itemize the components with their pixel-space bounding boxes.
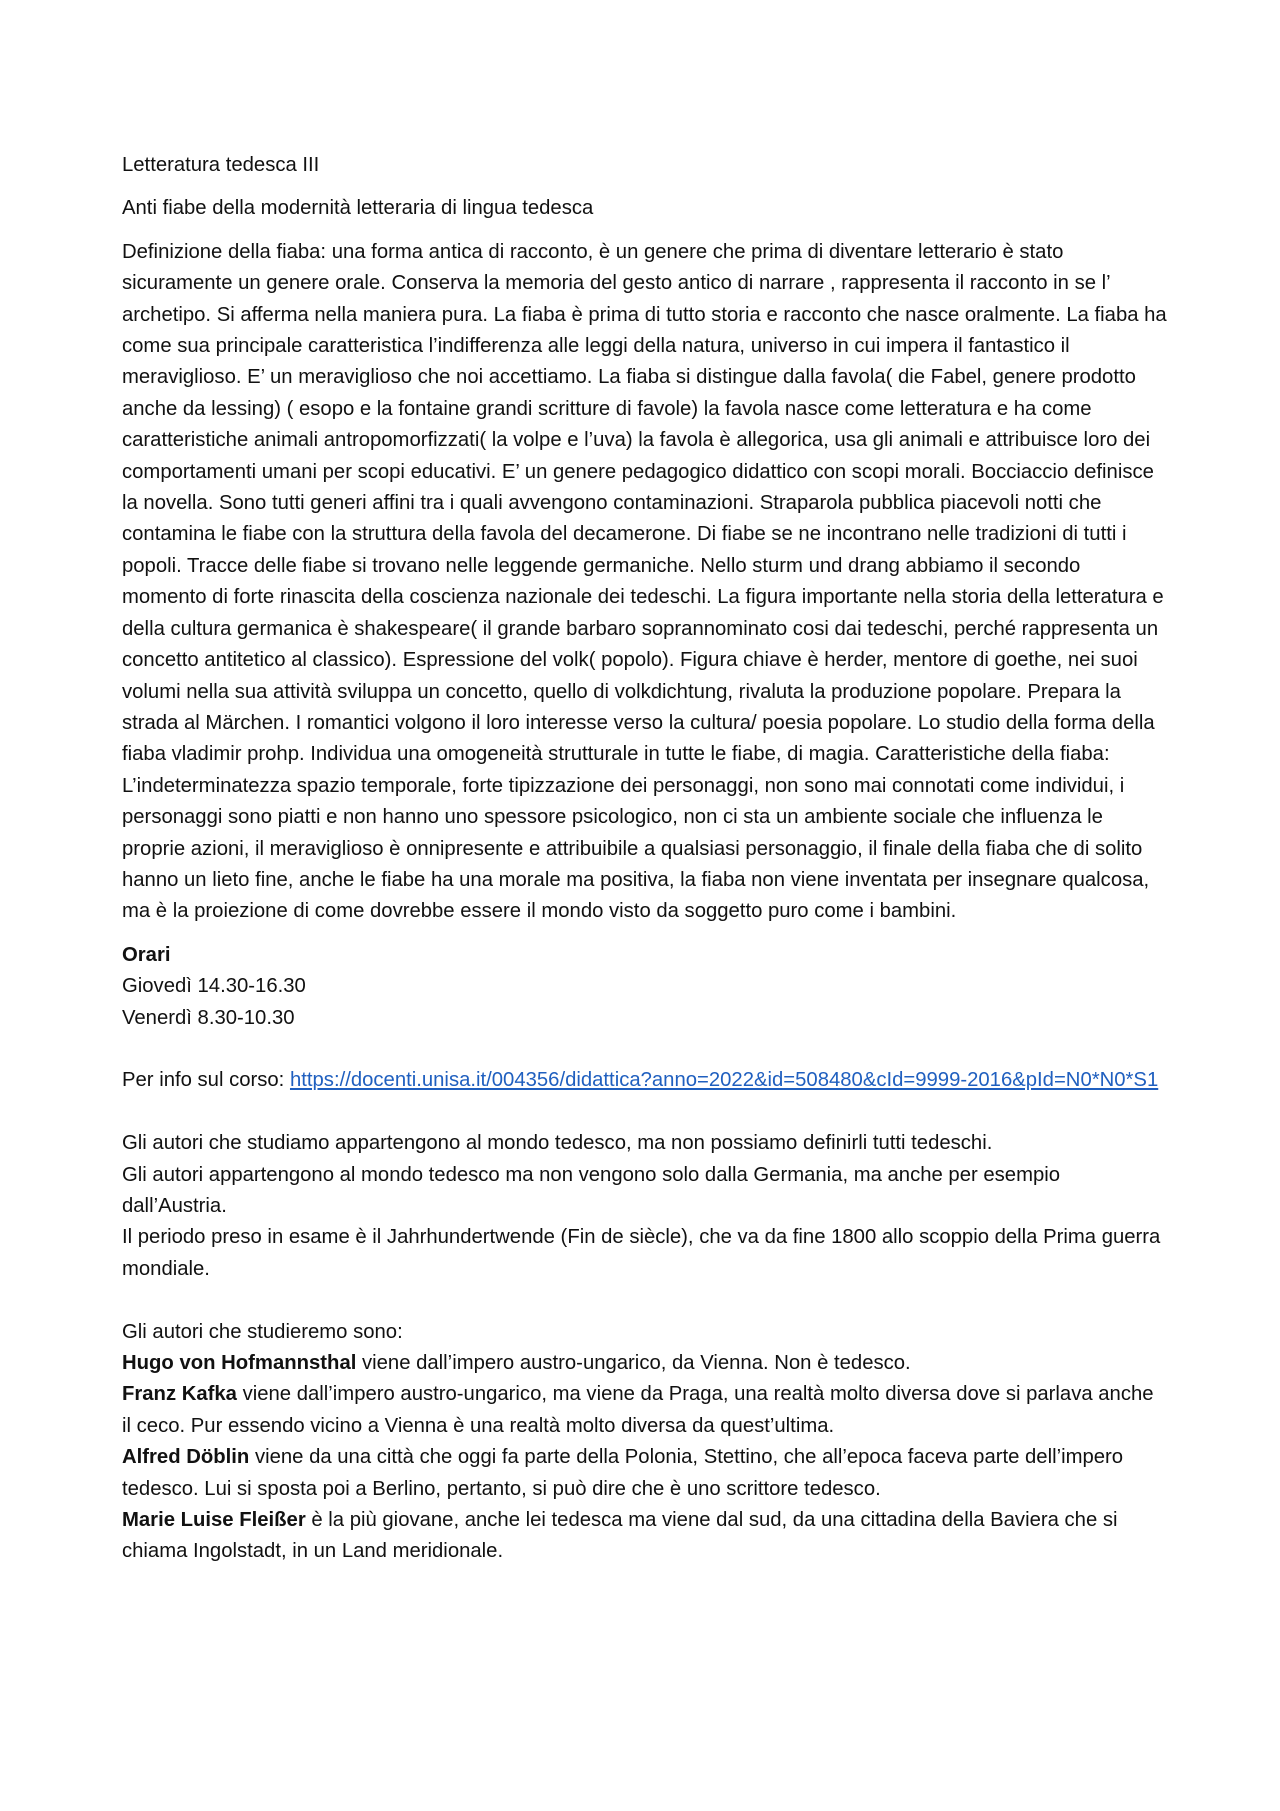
- document-page: [122, 150, 1167, 1568]
- author-name: Alfred Döblin: [122, 1446, 250, 1469]
- spacer: [122, 1285, 1167, 1316]
- author-name: Franz Kafka: [122, 1383, 237, 1406]
- authors-list: [122, 1317, 1167, 1568]
- author-item: [122, 1442, 1167, 1505]
- authors-intro-section: [122, 1128, 1167, 1285]
- document-heading: Letteratura tedesca III: [122, 154, 320, 176]
- author-description: viene dall’impero austro-ungarico, ma viene da Praga, una realtà molto diversa dove si parlava anche il ceco. Pur essendo vicino a Vienna è una realtà molto diversa da quest’ultima.: [122, 1383, 1154, 1437]
- spacer: [122, 1097, 1167, 1128]
- document-subheading: Anti fiabe della modernità letteraria di lingua tedesca: [122, 197, 594, 220]
- authors-intro-line: Il periodo preso in esame è il Jahrhundertwende (Fin de siècle), che va da fine 1800 allo scoppio della Prima guerra mondiale.: [122, 1226, 1161, 1280]
- author-item: [122, 1348, 1167, 1379]
- author-name: Marie Luise Fleißer: [122, 1509, 306, 1532]
- authors-intro-line: Gli autori che studiamo appartengono al mondo tedesco, ma non possiamo definirli tutti tedeschi.: [122, 1132, 993, 1155]
- authors-intro-line: Gli autori appartengono al mondo tedesco ma non vengono solo dalla Germania, ma anche per esempio dall’Austria.: [122, 1163, 1061, 1217]
- schedule-line-friday: Venerdì 8.30-10.30: [122, 1006, 295, 1029]
- main-paragraph: Definizione della fiaba: una forma antica di racconto, è un genere che prima di diventare letterario è stato sicuramente un genere orale. Conserva la memoria del gesto antico di narrare , rappresenta il racconto in se l’ archetipo. Si afferma nella maniera pura. La fiaba è prima di tutto storia e racconto che nasce oralmente. La fiaba ha come sua principale caratteristica l’indifferenza alle leggi della natura, universo in cui impera il fantastico il meraviglioso. E’ un meraviglioso che noi accettiamo. La fiaba si distingue dalla favola( die Fabel, genere prodotto anche da lessing) ( esopo e la fontaine grandi scritture di favole) la favola nasce come letteratura e ha come caratteristiche animali antropomorfizzati( la volpe e l’uva) la favola è allegorica, usa gli animali e attribuisce loro dei comportamenti umani per scopi educativi. E’ un genere pedagogico didattico con scopi morali. Bocciaccio definisce la novella. Sono tutti generi affini tra i quali avvengono contaminazioni. Straparola pubblica piacevoli notti che contamina le fiabe con la struttura della favola del decamerone. Di fiabe se ne incontrano nelle tradizioni di tutti i popoli. Tracce delle fiabe si trovano nelle leggende germaniche. Nello sturm und drang abbiamo il secondo momento di forte rinascita della coscienza nazionale dei tedeschi. La figura importante nella storia della letteratura e della cultura germanica è shakespeare( il grande barbaro soprannominato cosi dai tedeschi, perché rappresenta un concetto antitetico al classico). Espressione del volk( popolo). Figura chiave è herder, mentore di goethe, nei suoi volumi nella sua attività sviluppa un concetto, quello di volkdichtung, rivaluta la produzione popolare. Prepara la strada al Märchen. I romantici volgono il loro interesse verso la cultura/ poesia popolare. Lo studio della forma della fiaba vladimir prohp. Individua una omogeneità strutturale in tutte le fiabe, di magia. Caratteristiche della fiaba: L’indeterminatezza spazio temporale, forte tipizzazione dei personaggi, non sono mai connotati come individui, i personaggi sono piatti e non hanno uno spessore psicologico, non ci sta un ambiente sociale che influenza le proprie azioni, il meraviglioso è onnipresente e attribuibile a qualsiasi personaggio, il finale della fiaba che di solito hanno un lieto fine, anche le fiabe ha una morale ma positiva, la fiaba non viene inventata per insegnare qualcosa, ma è la proiezione di come dovrebbe essere il mondo visto da soggetto puro come i bambini.: [122, 240, 1167, 923]
- author-name: Hugo von Hofmannsthal: [122, 1351, 357, 1374]
- course-info-label: Per info sul corso:: [122, 1069, 290, 1092]
- schedule-title: Orari: [122, 943, 171, 966]
- author-item: [122, 1379, 1167, 1442]
- author-description: è la più giovane, anche lei tedesca ma viene dal sud, da una cittadina della Baviera che si chiama Ingolstadt, in un Land meridionale.: [122, 1509, 1118, 1563]
- schedule-line-thursday: Giovedì 14.30-16.30: [122, 975, 306, 998]
- course-info: [122, 1065, 1167, 1096]
- author-description: viene dall’impero austro-ungarico, da Vienna. Non è tedesco.: [356, 1351, 911, 1374]
- schedule-section: [122, 940, 1167, 1034]
- author-item: [122, 1505, 1167, 1568]
- author-description: viene da una città che oggi fa parte della Polonia, Stettino, che all’epoca faceva parte dell’impero tedesco. Lui si sposta poi a Berlino, pertanto, si può dire che è uno scrittore tedesco.: [122, 1446, 1124, 1500]
- spacer: [122, 1034, 1167, 1065]
- authors-list-intro: Gli autori che studieremo sono:: [122, 1320, 403, 1343]
- course-info-link[interactable]: https://docenti.unisa.it/004356/didattica?anno=2022&id=508480&cId=9999-2016&pId=N0*N0*S1: [289, 1069, 1159, 1092]
